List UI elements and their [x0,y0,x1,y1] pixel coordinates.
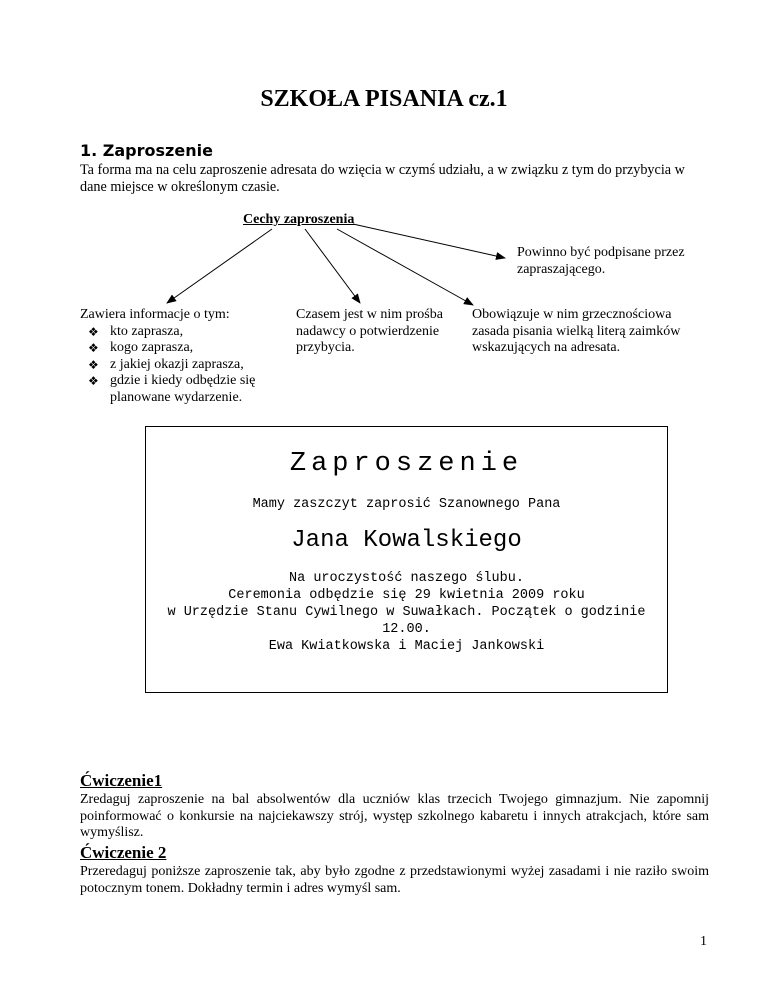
invitation-body-line: w Urzędzie Stanu Cywilnego w Suwałkach. Początek o godzinie 12.00. [167,605,646,637]
section-heading: 1. Zaproszenie [80,141,213,160]
page-title: SZKOŁA PISANIA cz.1 [260,86,508,112]
invitation-box [145,426,668,693]
invitation-body-line: Na uroczystość naszego ślubu. [289,571,524,586]
exercise1-heading: Ćwiczenie1 [80,771,163,790]
invitation-title: Zaproszenie [289,449,524,479]
diagram-signature-note: Powinno być podpisane przez zapraszającego. [517,245,685,277]
arrow-to-signature [353,224,505,258]
invitation-body [146,570,667,655]
diamond-bullet-icon: ❖ [88,357,99,372]
invitation-signature: Ewa Kwiatkowska i Maciej Jankowski [268,639,545,654]
diagram-center-label: Cechy zaproszenia [243,212,355,227]
diamond-bullet-icon: ❖ [88,341,99,355]
exercise1-text: Zredaguj zaproszenie na bal absolwentów dla uczniów klas trzecich Twojego gimnazjum. Nie zapomnij poinformować o konkursie na najciekawszy strój, występ szkolnego kabaretu i innych atrakcjach, które sam wymyślisz. [80,792,709,840]
arrow-to-col2 [305,229,360,303]
col1-list [80,324,295,407]
section-intro: Ta forma ma na celu zaproszenie adresata do wzięcia w czymś udziału, a w związku z tym do przybycia w dane miejsce w określonym czasie. [80,162,685,195]
list-item: ❖ z jakiej okazji zaprasza, [88,356,244,372]
exercise2-heading: Ćwiczenie 2 [80,843,167,862]
arrow-to-col1 [167,229,272,303]
list-item: ❖ kto zaprasza, [88,323,184,339]
diamond-bullet-icon: ❖ [88,374,99,388]
list-item: ❖ gdzie i kiedy odbędzie się planowane wydarzenie. [88,373,256,405]
exercise2-text: Przeredaguj poniższe zaproszenie tak, aby było zgodne z przedstawionymi wyżej zasadami i nie raziło swoim potocznym tonem. Dokładny termin i adres wymyśl sam. [80,864,709,896]
col1-intro: Zawiera informacje o tym: [80,307,230,322]
diagram-col2: Czasem jest w nim prośba nadawcy o potwierdzenie przybycia. [296,307,443,355]
invitation-name: Jana Kowalskiego [291,527,522,554]
invitation-body-line: Ceremonia odbędzie się 29 kwietnia 2009 roku [228,588,585,603]
diagram-col3: Obowiązuje w nim grzecznościowa zasada pisania wielką literą zaimków wskazujących na adresata. [472,307,681,355]
invitation-line: Mamy zaszczyt zaprosić Szanownego Pana [252,497,561,512]
page-number: 1 [700,934,707,949]
arrow-to-col3 [337,229,473,305]
diagram-col1 [80,307,295,406]
diamond-bullet-icon: ❖ [88,324,99,339]
list-item: ❖ kogo zaprasza, [88,340,194,355]
